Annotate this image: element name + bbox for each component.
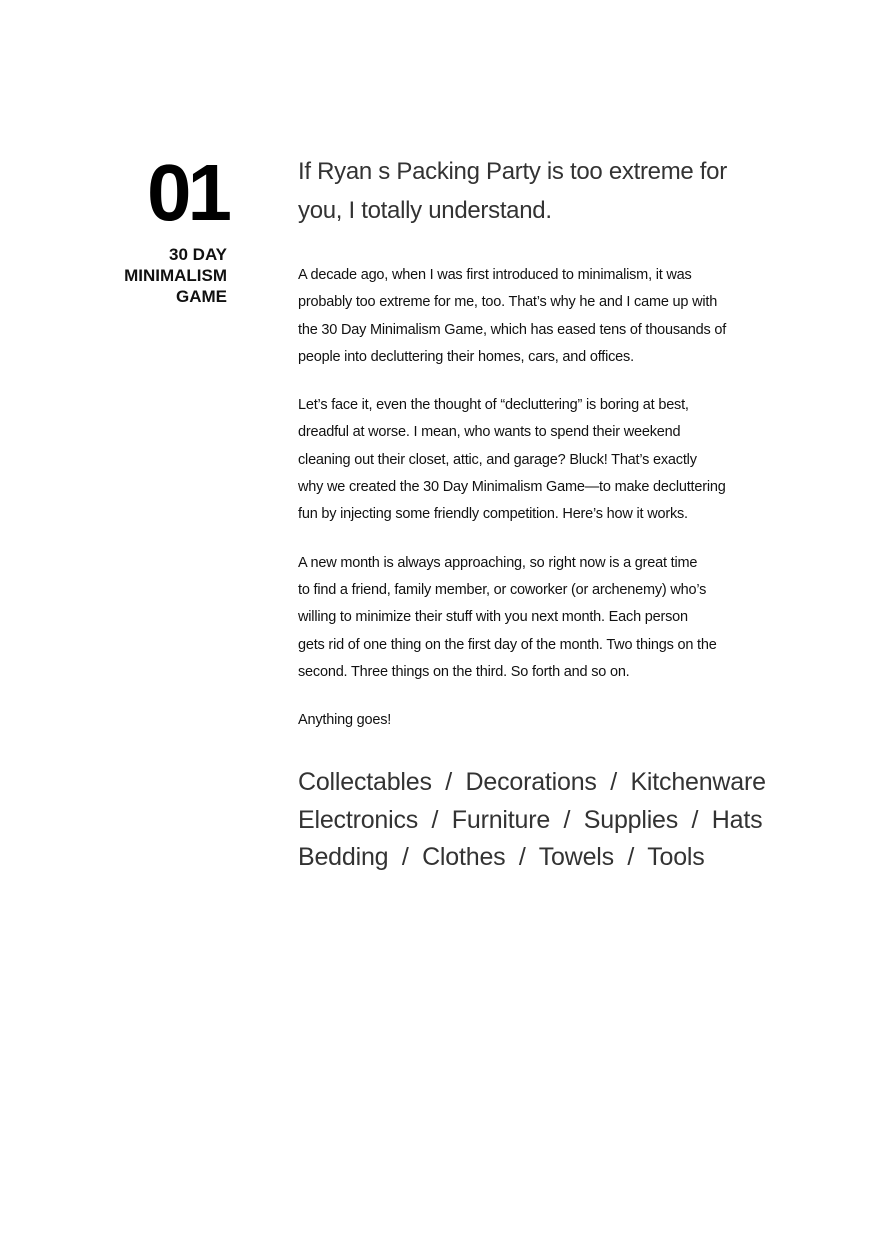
text-line: dreadful at worse. I mean, who wants to spend their weekend: [298, 424, 681, 441]
section-label-line: 30 DAY: [169, 245, 227, 264]
text-line: second. Three things on the third. So forth and so on.: [298, 663, 630, 680]
text-line: to find a friend, family member, or coworker (or archenemy) who’s: [298, 581, 707, 598]
heading-line: you, I totally understand.: [298, 197, 552, 224]
text-line: willing to minimize their stuff with you next month. Each person: [298, 609, 688, 626]
text-line: Anything goes!: [298, 712, 392, 729]
text-line: people into decluttering their homes, cars, and offices.: [298, 348, 634, 365]
text-line: fun by injecting some friendly competition. Here’s how it works.: [298, 506, 688, 523]
text-line: the 30 Day Minimalism Game, which has eased tens of thousands of: [298, 321, 727, 338]
text-line: A decade ago, when I was first introduced to minimalism, it was: [298, 267, 692, 283]
section-label-line: GAME: [176, 287, 227, 306]
section-number: 01: [147, 148, 228, 237]
main-content: [298, 152, 768, 877]
text-line: why we created the 30 Day Minimalism Game—to make decluttering: [298, 479, 726, 496]
paragraph: [298, 392, 768, 528]
text-line: gets rid of one thing on the first day of the month. Two things on the: [298, 636, 717, 653]
category-line: Collectables / Decorations / Kitchenware: [298, 768, 766, 797]
category-list: [298, 764, 768, 877]
paragraph: [298, 707, 768, 734]
text-line: probably too extreme for me, too. That’s why he and I came up with: [298, 294, 718, 311]
text-line: A new month is always approaching, so right now is a great time: [298, 554, 698, 571]
section-label-line: MINIMALISM: [124, 266, 227, 285]
paragraph: [298, 262, 768, 371]
category-line: Electronics / Furniture / Supplies / Hats: [298, 805, 763, 834]
category-line: Bedding / Clothes / Towels / Tools: [298, 843, 705, 872]
heading-line: If Ryan s Packing Party is too extreme for: [298, 158, 727, 185]
text-line: cleaning out their closet, attic, and garage? Bluck! That’s exactly: [298, 451, 697, 468]
paragraph: [298, 550, 768, 686]
text-line: Let’s face it, even the thought of “decluttering” is boring at best,: [298, 397, 689, 414]
section-label: [124, 244, 227, 307]
section-heading: [298, 152, 768, 230]
